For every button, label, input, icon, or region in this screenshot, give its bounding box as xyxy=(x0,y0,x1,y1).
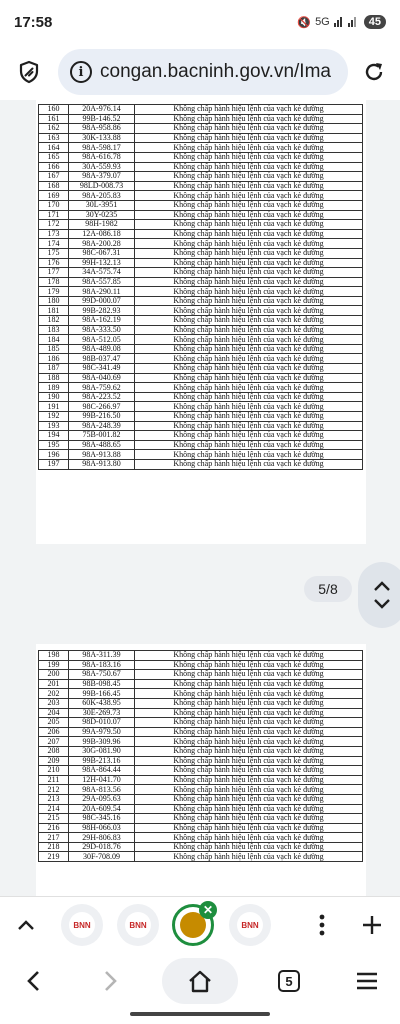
table-row xyxy=(39,258,363,268)
violation-description: Không chấp hành hiệu lệnh của vạch kẻ đường xyxy=(135,133,363,143)
license-plate: 98A-913.80 xyxy=(69,459,135,469)
license-plate: 98A-750.67 xyxy=(69,670,135,680)
row-number: 187 xyxy=(39,364,69,374)
violation-description: Không chấp hành hiệu lệnh của vạch kẻ đường xyxy=(135,746,363,756)
row-number: 196 xyxy=(39,450,69,460)
row-number: 188 xyxy=(39,373,69,383)
table-row xyxy=(39,727,363,737)
table-row xyxy=(39,679,363,689)
table-row xyxy=(39,152,363,162)
license-plate: 98LD-008.73 xyxy=(69,181,135,191)
violation-description: Không chấp hành hiệu lệnh của vạch kẻ đường xyxy=(135,316,363,326)
row-number: 175 xyxy=(39,248,69,258)
violation-description: Không chấp hành hiệu lệnh của vạch kẻ đường xyxy=(135,785,363,795)
network-type: 5G xyxy=(315,16,330,28)
violation-table xyxy=(38,104,363,470)
license-plate: 98A-557.85 xyxy=(69,277,135,287)
hamburger-menu-icon xyxy=(356,972,378,990)
table-row xyxy=(39,296,363,306)
table-row xyxy=(39,689,363,699)
row-number: 215 xyxy=(39,814,69,824)
more-vertical-icon xyxy=(319,914,325,936)
table-row xyxy=(39,718,363,728)
table-row xyxy=(39,852,363,862)
violation-description: Không chấp hành hiệu lệnh của vạch kẻ đường xyxy=(135,431,363,441)
license-plate: 99B-309.96 xyxy=(69,737,135,747)
violation-table xyxy=(38,650,363,862)
table-row xyxy=(39,316,363,326)
tab-favicon: BNN xyxy=(125,912,151,938)
table-row xyxy=(39,775,363,785)
row-number: 207 xyxy=(39,737,69,747)
row-number: 190 xyxy=(39,392,69,402)
row-number: 203 xyxy=(39,698,69,708)
violation-description: Không chấp hành hiệu lệnh của vạch kẻ đường xyxy=(135,105,363,115)
violation-description: Không chấp hành hiệu lệnh của vạch kẻ đường xyxy=(135,660,363,670)
license-plate: 98A-598.17 xyxy=(69,143,135,153)
violation-description: Không chấp hành hiệu lệnh của vạch kẻ đường xyxy=(135,239,363,249)
license-plate: 98C-341.49 xyxy=(69,364,135,374)
row-number: 198 xyxy=(39,651,69,661)
license-plate: 60K-438.95 xyxy=(69,698,135,708)
row-number: 219 xyxy=(39,852,69,862)
forward-arrow-icon xyxy=(104,970,118,992)
row-number: 180 xyxy=(39,296,69,306)
page-scroll-button[interactable] xyxy=(358,562,400,628)
license-plate: 99B-166.45 xyxy=(69,689,135,699)
browser-toolbar xyxy=(0,44,400,100)
violation-description: Không chấp hành hiệu lệnh của vạch kẻ đường xyxy=(135,689,363,699)
violation-description: Không chấp hành hiệu lệnh của vạch kẻ đường xyxy=(135,383,363,393)
license-plate: 98C-345.16 xyxy=(69,814,135,824)
violation-description: Không chấp hành hiệu lệnh của vạch kẻ đường xyxy=(135,775,363,785)
violation-description: Không chấp hành hiệu lệnh của vạch kẻ đường xyxy=(135,756,363,766)
license-plate: 98H-1982 xyxy=(69,220,135,230)
license-plate: 98A-311.39 xyxy=(69,651,135,661)
license-plate: 98A-223.52 xyxy=(69,392,135,402)
table-row xyxy=(39,344,363,354)
tab-favicon: BNN xyxy=(237,912,263,938)
row-number: 168 xyxy=(39,181,69,191)
row-number: 185 xyxy=(39,344,69,354)
tab-item-active[interactable] xyxy=(172,904,214,946)
license-plate: 29H-806.83 xyxy=(69,833,135,843)
row-number: 197 xyxy=(39,459,69,469)
license-plate: 30Y-0235 xyxy=(69,210,135,220)
license-plate: 30L-3951 xyxy=(69,200,135,210)
new-tab-button[interactable] xyxy=(352,905,392,945)
table-row xyxy=(39,737,363,747)
license-plate: 30A-559.93 xyxy=(69,162,135,172)
pdf-page xyxy=(36,644,366,896)
tab-strip xyxy=(0,896,400,952)
violation-description: Không chấp hành hiệu lệnh của vạch kẻ đường xyxy=(135,450,363,460)
table-row xyxy=(39,133,363,143)
row-number: 183 xyxy=(39,325,69,335)
license-plate: 20A-976.14 xyxy=(69,105,135,115)
address-bar[interactable] xyxy=(58,49,348,95)
violation-description: Không chấp hành hiệu lệnh của vạch kẻ đường xyxy=(135,172,363,182)
license-plate: 98A-333.50 xyxy=(69,325,135,335)
violation-description: Không chấp hành hiệu lệnh của vạch kẻ đường xyxy=(135,306,363,316)
row-number: 173 xyxy=(39,229,69,239)
table-row xyxy=(39,306,363,316)
license-plate: 98A-379.07 xyxy=(69,172,135,182)
row-number: 160 xyxy=(39,105,69,115)
row-number: 208 xyxy=(39,746,69,756)
table-row xyxy=(39,766,363,776)
license-plate: 98A-205.83 xyxy=(69,191,135,201)
violation-description: Không chấp hành hiệu lệnh của vạch kẻ đường xyxy=(135,823,363,833)
violation-description: Không chấp hành hiệu lệnh của vạch kẻ đường xyxy=(135,364,363,374)
license-plate: 99B-282.93 xyxy=(69,306,135,316)
plus-icon xyxy=(362,915,382,935)
row-number: 177 xyxy=(39,268,69,278)
violation-description: Không chấp hành hiệu lệnh của vạch kẻ đường xyxy=(135,181,363,191)
back-button[interactable] xyxy=(10,958,56,1004)
table-row xyxy=(39,105,363,115)
table-row xyxy=(39,431,363,441)
violation-description: Không chấp hành hiệu lệnh của vạch kẻ đường xyxy=(135,679,363,689)
close-tab-icon[interactable]: ✕ xyxy=(199,901,217,919)
pdf-page xyxy=(36,100,366,544)
chevron-up-down-icon xyxy=(372,577,392,613)
violation-description: Không chấp hành hiệu lệnh của vạch kẻ đường xyxy=(135,220,363,230)
signal-icon xyxy=(334,15,360,30)
license-plate: 98A-913.88 xyxy=(69,450,135,460)
row-number: 171 xyxy=(39,210,69,220)
table-row xyxy=(39,440,363,450)
table-row xyxy=(39,277,363,287)
violation-description: Không chấp hành hiệu lệnh của vạch kẻ đường xyxy=(135,670,363,680)
table-row xyxy=(39,459,363,469)
row-number: 166 xyxy=(39,162,69,172)
license-plate: 12A-086.18 xyxy=(69,229,135,239)
violation-description: Không chấp hành hiệu lệnh của vạch kẻ đường xyxy=(135,200,363,210)
license-plate: 29D-018.76 xyxy=(69,842,135,852)
violation-description: Không chấp hành hiệu lệnh của vạch kẻ đường xyxy=(135,210,363,220)
table-row xyxy=(39,143,363,153)
license-plate: 30F-708.09 xyxy=(69,852,135,862)
row-number: 205 xyxy=(39,718,69,728)
table-row xyxy=(39,708,363,718)
row-number: 181 xyxy=(39,306,69,316)
row-number: 202 xyxy=(39,689,69,699)
gesture-bar xyxy=(130,1012,270,1016)
violation-description: Không chấp hành hiệu lệnh của vạch kẻ đường xyxy=(135,344,363,354)
table-row xyxy=(39,804,363,814)
violation-description: Không chấp hành hiệu lệnh của vạch kẻ đường xyxy=(135,248,363,258)
violation-description: Không chấp hành hiệu lệnh của vạch kẻ đường xyxy=(135,258,363,268)
row-number: 172 xyxy=(39,220,69,230)
main-menu-button[interactable] xyxy=(344,958,390,1004)
license-plate: 30E-269.73 xyxy=(69,708,135,718)
row-number: 184 xyxy=(39,335,69,345)
license-plate: 99D-000.07 xyxy=(69,296,135,306)
table-row xyxy=(39,814,363,824)
violation-description: Không chấp hành hiệu lệnh của vạch kẻ đường xyxy=(135,421,363,431)
row-number: 191 xyxy=(39,402,69,412)
license-plate: 98C-266.97 xyxy=(69,402,135,412)
license-plate: 98A-958.86 xyxy=(69,124,135,134)
violation-description: Không chấp hành hiệu lệnh của vạch kẻ đường xyxy=(135,354,363,364)
table-row xyxy=(39,354,363,364)
row-number: 169 xyxy=(39,191,69,201)
row-number: 176 xyxy=(39,258,69,268)
license-plate: 98H-066.03 xyxy=(69,823,135,833)
table-row xyxy=(39,364,363,374)
license-plate: 98B-037.47 xyxy=(69,354,135,364)
table-row xyxy=(39,842,363,852)
table-row xyxy=(39,172,363,182)
tab-count: 5 xyxy=(278,970,300,992)
row-number: 167 xyxy=(39,172,69,182)
row-number: 189 xyxy=(39,383,69,393)
license-plate: 98B-098.45 xyxy=(69,679,135,689)
table-row xyxy=(39,823,363,833)
tab-item[interactable] xyxy=(61,904,103,946)
license-plate: 98A-488.65 xyxy=(69,440,135,450)
row-number: 204 xyxy=(39,708,69,718)
violation-description: Không chấp hành hiệu lệnh của vạch kẻ đường xyxy=(135,114,363,124)
table-row xyxy=(39,402,363,412)
table-row xyxy=(39,191,363,201)
row-number: 211 xyxy=(39,775,69,785)
row-number: 216 xyxy=(39,823,69,833)
license-plate: 20A-609.54 xyxy=(69,804,135,814)
tab-favicon: BNN xyxy=(69,912,95,938)
violation-description: Không chấp hành hiệu lệnh của vạch kẻ đường xyxy=(135,814,363,824)
table-row xyxy=(39,698,363,708)
row-number: 209 xyxy=(39,756,69,766)
table-row xyxy=(39,392,363,402)
violation-description: Không chấp hành hiệu lệnh của vạch kẻ đường xyxy=(135,392,363,402)
bottom-navigation xyxy=(0,952,400,1010)
violation-description: Không chấp hành hiệu lệnh của vạch kẻ đường xyxy=(135,143,363,153)
row-number: 201 xyxy=(39,679,69,689)
table-row xyxy=(39,248,363,258)
violation-description: Không chấp hành hiệu lệnh của vạch kẻ đường xyxy=(135,124,363,134)
violation-description: Không chấp hành hiệu lệnh của vạch kẻ đường xyxy=(135,852,363,862)
license-plate: 99A-979.50 xyxy=(69,727,135,737)
row-number: 210 xyxy=(39,766,69,776)
table-row xyxy=(39,239,363,249)
violation-description: Không chấp hành hiệu lệnh của vạch kẻ đường xyxy=(135,268,363,278)
shield-icon[interactable] xyxy=(0,44,58,100)
row-number: 162 xyxy=(39,124,69,134)
violation-description: Không chấp hành hiệu lệnh của vạch kẻ đường xyxy=(135,440,363,450)
row-number: 170 xyxy=(39,200,69,210)
violation-description: Không chấp hành hiệu lệnh của vạch kẻ đường xyxy=(135,698,363,708)
table-row xyxy=(39,229,363,239)
license-plate: 34A-575.74 xyxy=(69,268,135,278)
violation-description: Không chấp hành hiệu lệnh của vạch kẻ đường xyxy=(135,373,363,383)
row-number: 192 xyxy=(39,412,69,422)
violation-description: Không chấp hành hiệu lệnh của vạch kẻ đường xyxy=(135,727,363,737)
license-plate: 75B-001.82 xyxy=(69,431,135,441)
mute-icon: 🔇 xyxy=(297,16,312,29)
license-plate: 30K-133.88 xyxy=(69,133,135,143)
violation-description: Không chấp hành hiệu lệnh của vạch kẻ đường xyxy=(135,162,363,172)
table-row xyxy=(39,412,363,422)
violation-description: Không chấp hành hiệu lệnh của vạch kẻ đường xyxy=(135,651,363,661)
table-row xyxy=(39,287,363,297)
license-plate: 99B-213.16 xyxy=(69,756,135,766)
status-bar xyxy=(0,0,400,44)
battery-level: 45 xyxy=(364,15,386,29)
table-row xyxy=(39,162,363,172)
clock: 17:58 xyxy=(14,13,53,31)
reload-button[interactable] xyxy=(348,44,400,100)
table-row xyxy=(39,785,363,795)
row-number: 195 xyxy=(39,440,69,450)
violation-description: Không chấp hành hiệu lệnh của vạch kẻ đường xyxy=(135,412,363,422)
license-plate: 98A-813.56 xyxy=(69,785,135,795)
license-plate: 98A-864.44 xyxy=(69,766,135,776)
table-row xyxy=(39,756,363,766)
row-number: 200 xyxy=(39,670,69,680)
license-plate: 98A-162.19 xyxy=(69,316,135,326)
collapse-tabs-button[interactable] xyxy=(6,905,46,945)
table-row xyxy=(39,114,363,124)
tab-switcher-button[interactable] xyxy=(266,958,312,1004)
row-number: 164 xyxy=(39,143,69,153)
row-number: 163 xyxy=(39,133,69,143)
table-row xyxy=(39,210,363,220)
table-row xyxy=(39,181,363,191)
home-icon xyxy=(187,969,213,993)
page-indicator: 5/8 xyxy=(304,576,352,602)
row-number: 217 xyxy=(39,833,69,843)
license-plate: 98A-248.39 xyxy=(69,421,135,431)
license-plate: 99H-132.13 xyxy=(69,258,135,268)
license-plate: 98A-512.05 xyxy=(69,335,135,345)
license-plate: 98A-183.16 xyxy=(69,660,135,670)
table-row xyxy=(39,325,363,335)
violation-description: Không chấp hành hiệu lệnh của vạch kẻ đường xyxy=(135,766,363,776)
row-number: 161 xyxy=(39,114,69,124)
table-row xyxy=(39,670,363,680)
table-row xyxy=(39,373,363,383)
pdf-viewer[interactable] xyxy=(0,100,400,896)
status-icons xyxy=(297,15,386,30)
license-plate: 98A-759.62 xyxy=(69,383,135,393)
tab-menu-button[interactable] xyxy=(302,905,342,945)
row-number: 194 xyxy=(39,431,69,441)
license-plate: 29A-095.63 xyxy=(69,794,135,804)
table-row xyxy=(39,794,363,804)
url-text: congan.bacninh.gov.vn/Ima xyxy=(100,61,331,82)
home-button[interactable] xyxy=(162,958,238,1004)
table-row xyxy=(39,268,363,278)
violation-description: Không chấp hành hiệu lệnh của vạch kẻ đường xyxy=(135,842,363,852)
license-plate: 98A-489.08 xyxy=(69,344,135,354)
row-number: 212 xyxy=(39,785,69,795)
row-number: 165 xyxy=(39,152,69,162)
row-number: 182 xyxy=(39,316,69,326)
table-row xyxy=(39,383,363,393)
row-number: 186 xyxy=(39,354,69,364)
row-number: 179 xyxy=(39,287,69,297)
license-plate: 98A-290.11 xyxy=(69,287,135,297)
info-icon[interactable]: i xyxy=(70,61,92,83)
license-plate: 98D-010.07 xyxy=(69,718,135,728)
table-row xyxy=(39,833,363,843)
table-row xyxy=(39,200,363,210)
violation-description: Không chấp hành hiệu lệnh của vạch kẻ đường xyxy=(135,335,363,345)
violation-description: Không chấp hành hiệu lệnh của vạch kẻ đường xyxy=(135,804,363,814)
violation-description: Không chấp hành hiệu lệnh của vạch kẻ đường xyxy=(135,296,363,306)
violation-description: Không chấp hành hiệu lệnh của vạch kẻ đường xyxy=(135,708,363,718)
violation-description: Không chấp hành hiệu lệnh của vạch kẻ đường xyxy=(135,402,363,412)
violation-description: Không chấp hành hiệu lệnh của vạch kẻ đường xyxy=(135,191,363,201)
violation-description: Không chấp hành hiệu lệnh của vạch kẻ đường xyxy=(135,737,363,747)
license-plate: 98A-616.78 xyxy=(69,152,135,162)
violation-description: Không chấp hành hiệu lệnh của vạch kẻ đường xyxy=(135,718,363,728)
table-row xyxy=(39,421,363,431)
license-plate: 98A-200.28 xyxy=(69,239,135,249)
row-number: 218 xyxy=(39,842,69,852)
tab-item[interactable] xyxy=(229,904,271,946)
back-arrow-icon xyxy=(26,970,40,992)
row-number: 214 xyxy=(39,804,69,814)
license-plate: 98C-067.31 xyxy=(69,248,135,258)
violation-description: Không chấp hành hiệu lệnh của vạch kẻ đường xyxy=(135,152,363,162)
table-row xyxy=(39,124,363,134)
chevron-up-icon xyxy=(17,919,35,931)
license-plate: 99B-146.52 xyxy=(69,114,135,124)
license-plate: 12H-041.70 xyxy=(69,775,135,785)
violation-description: Không chấp hành hiệu lệnh của vạch kẻ đường xyxy=(135,287,363,297)
table-row xyxy=(39,660,363,670)
row-number: 199 xyxy=(39,660,69,670)
table-row xyxy=(39,450,363,460)
reload-icon xyxy=(362,60,386,84)
table-row xyxy=(39,746,363,756)
license-plate: 30G-081.90 xyxy=(69,746,135,756)
tab-item[interactable] xyxy=(117,904,159,946)
row-number: 193 xyxy=(39,421,69,431)
row-number: 206 xyxy=(39,727,69,737)
row-number: 178 xyxy=(39,277,69,287)
table-row xyxy=(39,220,363,230)
violation-description: Không chấp hành hiệu lệnh của vạch kẻ đường xyxy=(135,229,363,239)
table-row xyxy=(39,651,363,661)
row-number: 213 xyxy=(39,794,69,804)
violation-description: Không chấp hành hiệu lệnh của vạch kẻ đường xyxy=(135,459,363,469)
violation-description: Không chấp hành hiệu lệnh của vạch kẻ đường xyxy=(135,794,363,804)
license-plate: 98A-040.69 xyxy=(69,373,135,383)
violation-description: Không chấp hành hiệu lệnh của vạch kẻ đường xyxy=(135,325,363,335)
license-plate: 99B-216.50 xyxy=(69,412,135,422)
violation-description: Không chấp hành hiệu lệnh của vạch kẻ đường xyxy=(135,277,363,287)
table-row xyxy=(39,335,363,345)
forward-button[interactable] xyxy=(88,958,134,1004)
row-number: 174 xyxy=(39,239,69,249)
violation-description: Không chấp hành hiệu lệnh của vạch kẻ đường xyxy=(135,833,363,843)
